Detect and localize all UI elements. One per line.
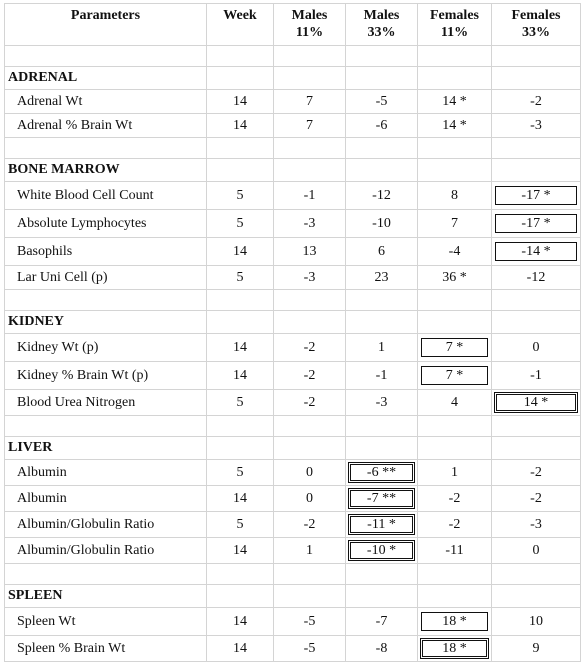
table-row xyxy=(5,636,581,662)
week-cell: 14 xyxy=(207,334,274,362)
header-females-33: Females 33% xyxy=(492,4,581,46)
section-title: SPLEEN xyxy=(5,585,207,608)
empty-cell xyxy=(492,437,581,460)
value-cell-males-33: -1 xyxy=(346,362,418,390)
value-cell-females-33: -3 xyxy=(492,512,581,538)
value-cell-males-33: -3 xyxy=(346,390,418,416)
value-cell-females-33: 0 xyxy=(492,334,581,362)
empty-cell xyxy=(274,437,346,460)
section-row-liver xyxy=(5,437,581,460)
value-cell-males-33 xyxy=(346,486,418,512)
empty-cell xyxy=(346,46,418,67)
value-cell-females-11 xyxy=(418,362,492,390)
empty-cell xyxy=(274,585,346,608)
spacer-row xyxy=(5,138,581,159)
value-cell-males-11: -2 xyxy=(274,390,346,416)
empty-cell xyxy=(274,46,346,67)
empty-cell xyxy=(274,311,346,334)
parameter-label: Adrenal % Brain Wt xyxy=(5,114,207,138)
value-cell-males-11: 13 xyxy=(274,238,346,266)
empty-cell xyxy=(492,416,581,437)
value-cell-females-33: -1 xyxy=(492,362,581,390)
highlighted-value: 7 * xyxy=(421,338,488,357)
week-cell: 5 xyxy=(207,512,274,538)
section-row-bone-marrow xyxy=(5,159,581,182)
parameter-label: White Blood Cell Count xyxy=(5,182,207,210)
value-cell-males-33 xyxy=(346,512,418,538)
table-row xyxy=(5,266,581,290)
value-cell-females-33 xyxy=(492,182,581,210)
empty-cell xyxy=(207,564,274,585)
section-title: ADRENAL xyxy=(5,67,207,90)
highlighted-value: -17 * xyxy=(495,214,577,233)
value-cell-males-33: -10 xyxy=(346,210,418,238)
parameter-label: Lar Uni Cell (p) xyxy=(5,266,207,290)
empty-cell xyxy=(207,416,274,437)
empty-cell xyxy=(207,46,274,67)
value-cell-males-11: 7 xyxy=(274,114,346,138)
highlighted-value: -11 * xyxy=(348,514,415,535)
value-cell-females-11: 4 xyxy=(418,390,492,416)
empty-cell xyxy=(274,290,346,311)
value-cell-males-11: -3 xyxy=(274,266,346,290)
empty-cell xyxy=(418,67,492,90)
value-cell-females-11: -11 xyxy=(418,538,492,564)
value-cell-males-11: -2 xyxy=(274,512,346,538)
value-cell-males-11: -3 xyxy=(274,210,346,238)
spacer-row xyxy=(5,46,581,67)
value-cell-females-11: -2 xyxy=(418,486,492,512)
table-row xyxy=(5,114,581,138)
table-row xyxy=(5,608,581,636)
table-row xyxy=(5,538,581,564)
results-table xyxy=(4,3,581,662)
parameter-label: Blood Urea Nitrogen xyxy=(5,390,207,416)
week-cell: 14 xyxy=(207,608,274,636)
table-row xyxy=(5,238,581,266)
value-cell-males-11: -2 xyxy=(274,334,346,362)
value-cell-males-33: -5 xyxy=(346,90,418,114)
table-row xyxy=(5,390,581,416)
header-week: Week xyxy=(207,4,274,46)
value-cell-males-33: 6 xyxy=(346,238,418,266)
empty-cell xyxy=(207,159,274,182)
week-cell: 14 xyxy=(207,538,274,564)
empty-cell xyxy=(207,437,274,460)
value-cell-females-33: -12 xyxy=(492,266,581,290)
empty-cell xyxy=(418,416,492,437)
value-cell-males-33: -7 xyxy=(346,608,418,636)
section-title: KIDNEY xyxy=(5,311,207,334)
value-cell-females-33 xyxy=(492,238,581,266)
week-cell: 5 xyxy=(207,266,274,290)
parameter-label: Spleen Wt xyxy=(5,608,207,636)
value-cell-males-11: 0 xyxy=(274,486,346,512)
section-row-kidney xyxy=(5,311,581,334)
empty-cell xyxy=(346,67,418,90)
empty-cell xyxy=(346,585,418,608)
highlighted-value: -10 * xyxy=(348,540,415,561)
empty-cell xyxy=(492,585,581,608)
highlighted-value: -14 * xyxy=(495,242,577,261)
week-cell: 14 xyxy=(207,90,274,114)
empty-cell xyxy=(418,46,492,67)
week-cell: 5 xyxy=(207,182,274,210)
week-cell: 14 xyxy=(207,114,274,138)
parameter-label: Albumin xyxy=(5,486,207,512)
highlighted-value: 14 * xyxy=(494,392,578,413)
spacer-row xyxy=(5,290,581,311)
highlighted-value: -6 ** xyxy=(348,462,415,483)
highlighted-value: 18 * xyxy=(420,638,489,659)
table-row xyxy=(5,512,581,538)
header-males-11: Males 11% xyxy=(274,4,346,46)
parameter-label: Kidney % Brain Wt (p) xyxy=(5,362,207,390)
table-body xyxy=(5,46,581,662)
empty-cell xyxy=(492,67,581,90)
empty-cell xyxy=(274,67,346,90)
week-cell: 14 xyxy=(207,362,274,390)
section-row-adrenal xyxy=(5,67,581,90)
empty-cell xyxy=(492,311,581,334)
highlighted-value: 7 * xyxy=(421,366,488,385)
value-cell-females-33: -3 xyxy=(492,114,581,138)
value-cell-males-33: 1 xyxy=(346,334,418,362)
empty-cell xyxy=(418,138,492,159)
value-cell-females-11: 36 * xyxy=(418,266,492,290)
week-cell: 14 xyxy=(207,238,274,266)
value-cell-males-33: -12 xyxy=(346,182,418,210)
empty-cell xyxy=(5,138,207,159)
parameter-label: Albumin/Globulin Ratio xyxy=(5,538,207,564)
value-cell-females-33: -2 xyxy=(492,90,581,114)
value-cell-females-11: 1 xyxy=(418,460,492,486)
value-cell-females-33: 0 xyxy=(492,538,581,564)
empty-cell xyxy=(346,416,418,437)
empty-cell xyxy=(346,311,418,334)
empty-cell xyxy=(346,564,418,585)
highlighted-value: -17 * xyxy=(495,186,577,205)
empty-cell xyxy=(207,290,274,311)
value-cell-females-11: -4 xyxy=(418,238,492,266)
empty-cell xyxy=(5,416,207,437)
empty-cell xyxy=(274,159,346,182)
empty-cell xyxy=(418,585,492,608)
table-row xyxy=(5,460,581,486)
week-cell: 5 xyxy=(207,390,274,416)
table-row xyxy=(5,182,581,210)
value-cell-females-11 xyxy=(418,608,492,636)
value-cell-females-33 xyxy=(492,210,581,238)
section-title: LIVER xyxy=(5,437,207,460)
empty-cell xyxy=(274,416,346,437)
value-cell-females-33: 9 xyxy=(492,636,581,662)
empty-cell xyxy=(418,290,492,311)
header-females-11: Females 11% xyxy=(418,4,492,46)
value-cell-females-33: 10 xyxy=(492,608,581,636)
value-cell-males-33: -8 xyxy=(346,636,418,662)
table-row xyxy=(5,486,581,512)
empty-cell xyxy=(207,311,274,334)
empty-cell xyxy=(5,290,207,311)
empty-cell xyxy=(418,159,492,182)
header-parameters: Parameters xyxy=(5,4,207,46)
value-cell-females-11: 7 xyxy=(418,210,492,238)
value-cell-males-11: 0 xyxy=(274,460,346,486)
empty-cell xyxy=(492,46,581,67)
value-cell-males-11: -5 xyxy=(274,608,346,636)
value-cell-females-33: -2 xyxy=(492,460,581,486)
empty-cell xyxy=(207,585,274,608)
value-cell-females-11: -2 xyxy=(418,512,492,538)
spacer-row xyxy=(5,564,581,585)
empty-cell xyxy=(207,138,274,159)
value-cell-males-11: 7 xyxy=(274,90,346,114)
empty-cell xyxy=(492,564,581,585)
table-row xyxy=(5,90,581,114)
value-cell-females-11: 8 xyxy=(418,182,492,210)
header-males-33: Males 33% xyxy=(346,4,418,46)
value-cell-males-33: -6 xyxy=(346,114,418,138)
parameter-label: Albumin/Globulin Ratio xyxy=(5,512,207,538)
table-row xyxy=(5,334,581,362)
empty-cell xyxy=(5,46,207,67)
value-cell-females-33: -2 xyxy=(492,486,581,512)
empty-cell xyxy=(346,138,418,159)
section-row-spleen xyxy=(5,585,581,608)
empty-cell xyxy=(346,290,418,311)
week-cell: 14 xyxy=(207,636,274,662)
value-cell-males-11: 1 xyxy=(274,538,346,564)
empty-cell xyxy=(5,564,207,585)
empty-cell xyxy=(492,290,581,311)
section-title: BONE MARROW xyxy=(5,159,207,182)
highlighted-value: 18 * xyxy=(421,612,488,631)
parameter-label: Absolute Lymphocytes xyxy=(5,210,207,238)
table-row xyxy=(5,362,581,390)
empty-cell xyxy=(274,564,346,585)
empty-cell xyxy=(346,159,418,182)
week-cell: 14 xyxy=(207,486,274,512)
value-cell-males-11: -1 xyxy=(274,182,346,210)
empty-cell xyxy=(274,138,346,159)
empty-cell xyxy=(492,159,581,182)
value-cell-males-33: 23 xyxy=(346,266,418,290)
value-cell-females-11 xyxy=(418,334,492,362)
header-row xyxy=(5,4,581,46)
parameter-label: Albumin xyxy=(5,460,207,486)
highlighted-value: -7 ** xyxy=(348,488,415,509)
parameter-label: Spleen % Brain Wt xyxy=(5,636,207,662)
parameter-label: Kidney Wt (p) xyxy=(5,334,207,362)
spacer-row xyxy=(5,416,581,437)
value-cell-males-33 xyxy=(346,538,418,564)
value-cell-males-33 xyxy=(346,460,418,486)
week-cell: 5 xyxy=(207,210,274,238)
value-cell-males-11: -2 xyxy=(274,362,346,390)
table-row xyxy=(5,210,581,238)
empty-cell xyxy=(418,437,492,460)
empty-cell xyxy=(207,67,274,90)
parameter-label: Adrenal Wt xyxy=(5,90,207,114)
value-cell-females-11: 14 * xyxy=(418,114,492,138)
empty-cell xyxy=(492,138,581,159)
parameter-label: Basophils xyxy=(5,238,207,266)
value-cell-females-33 xyxy=(492,390,581,416)
value-cell-females-11: 14 * xyxy=(418,90,492,114)
value-cell-males-11: -5 xyxy=(274,636,346,662)
empty-cell xyxy=(346,437,418,460)
empty-cell xyxy=(418,311,492,334)
empty-cell xyxy=(418,564,492,585)
value-cell-females-11 xyxy=(418,636,492,662)
week-cell: 5 xyxy=(207,460,274,486)
